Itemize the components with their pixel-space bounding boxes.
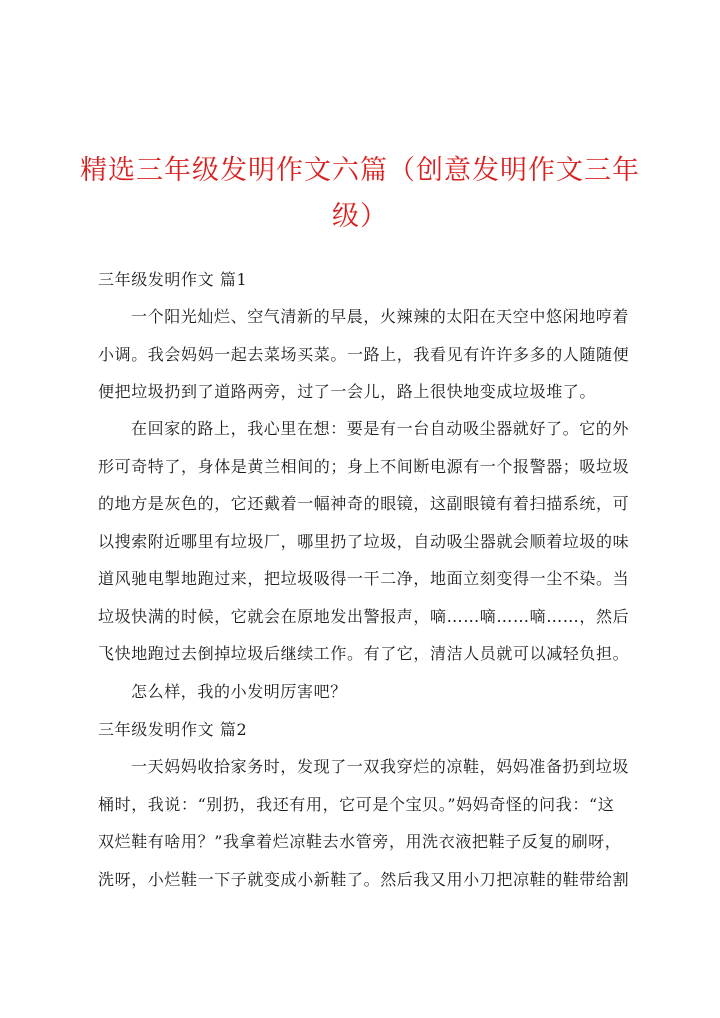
paragraph-line: 的地方是灰色的，它还戴着一幅神奇的眼镜，这副眼镜有着扫描系统，可	[98, 494, 630, 513]
paragraph	[98, 748, 638, 898]
paragraph-line: 在回家的路上，我心里在想：要是有一台自动吸尘器就好了。它的外	[131, 419, 630, 438]
paragraph-line: 便把垃圾扔到了道路两旁，过了一会儿，路上很快地变成垃圾堆了。	[98, 382, 597, 401]
paragraph-line: 小调。我会妈妈一起去菜场买菜。一路上，我看见有许许多多的人随随便	[98, 344, 630, 364]
paragraph-line: 桶时，我说：“别扔，我还有用，它可是个宝贝。”妈妈奇怪的问我：“这	[98, 794, 615, 814]
paragraph-line: 垃圾快满的时候，它就会在原地发出警报声，嘀……嘀……嘀……，然后	[98, 606, 630, 626]
section-heading: 三年级发明作文 篇1	[98, 270, 248, 289]
paragraph	[98, 410, 638, 673]
section-heading: 三年级发明作文 篇2	[98, 720, 248, 739]
paragraph-line: 飞快地跑过去倒掉垃圾后继续工作。有了它，清洁人员就可以减轻负担。	[98, 644, 630, 663]
paragraph	[98, 298, 638, 411]
paragraph-line: 双烂鞋有啥用？”我拿着烂凉鞋去水管旁，用洗衣液把鞋子反复的刷呀，	[98, 832, 622, 851]
paragraph-line: 洗呀，小烂鞋一下子就变成小新鞋了。然后我又用小刀把凉鞋的鞋带给割	[98, 869, 630, 889]
title-line: 级）	[332, 201, 388, 232]
paragraph-line: 一个阳光灿烂、空气清新的早晨，火辣辣的太阳在天空中悠闲地哼着	[131, 307, 630, 326]
paragraph-line: 以搜索附近哪里有垃圾厂，哪里扔了垃圾，自动吸尘器就会顺着垃圾的味	[98, 531, 630, 551]
paragraph: 怎么样，我的小发明厉害吧？	[131, 682, 347, 701]
paragraph-line: 一天妈妈收拾家务时，发现了一双我穿烂的凉鞋，妈妈准备扔到垃圾	[131, 757, 630, 776]
paragraph-line: 道风驰电掣地跑过来，把垃圾吸得一干二净，地面立刻变得一尘不染。当	[98, 569, 630, 588]
document-title	[70, 148, 650, 240]
paragraph-line: 形可奇特了，身体是黄兰相间的；身上不间断电源有一个报警器；吸垃圾	[98, 456, 630, 476]
title-line: 精选三年级发明作文六篇（创意发明作文三年	[80, 155, 640, 186]
